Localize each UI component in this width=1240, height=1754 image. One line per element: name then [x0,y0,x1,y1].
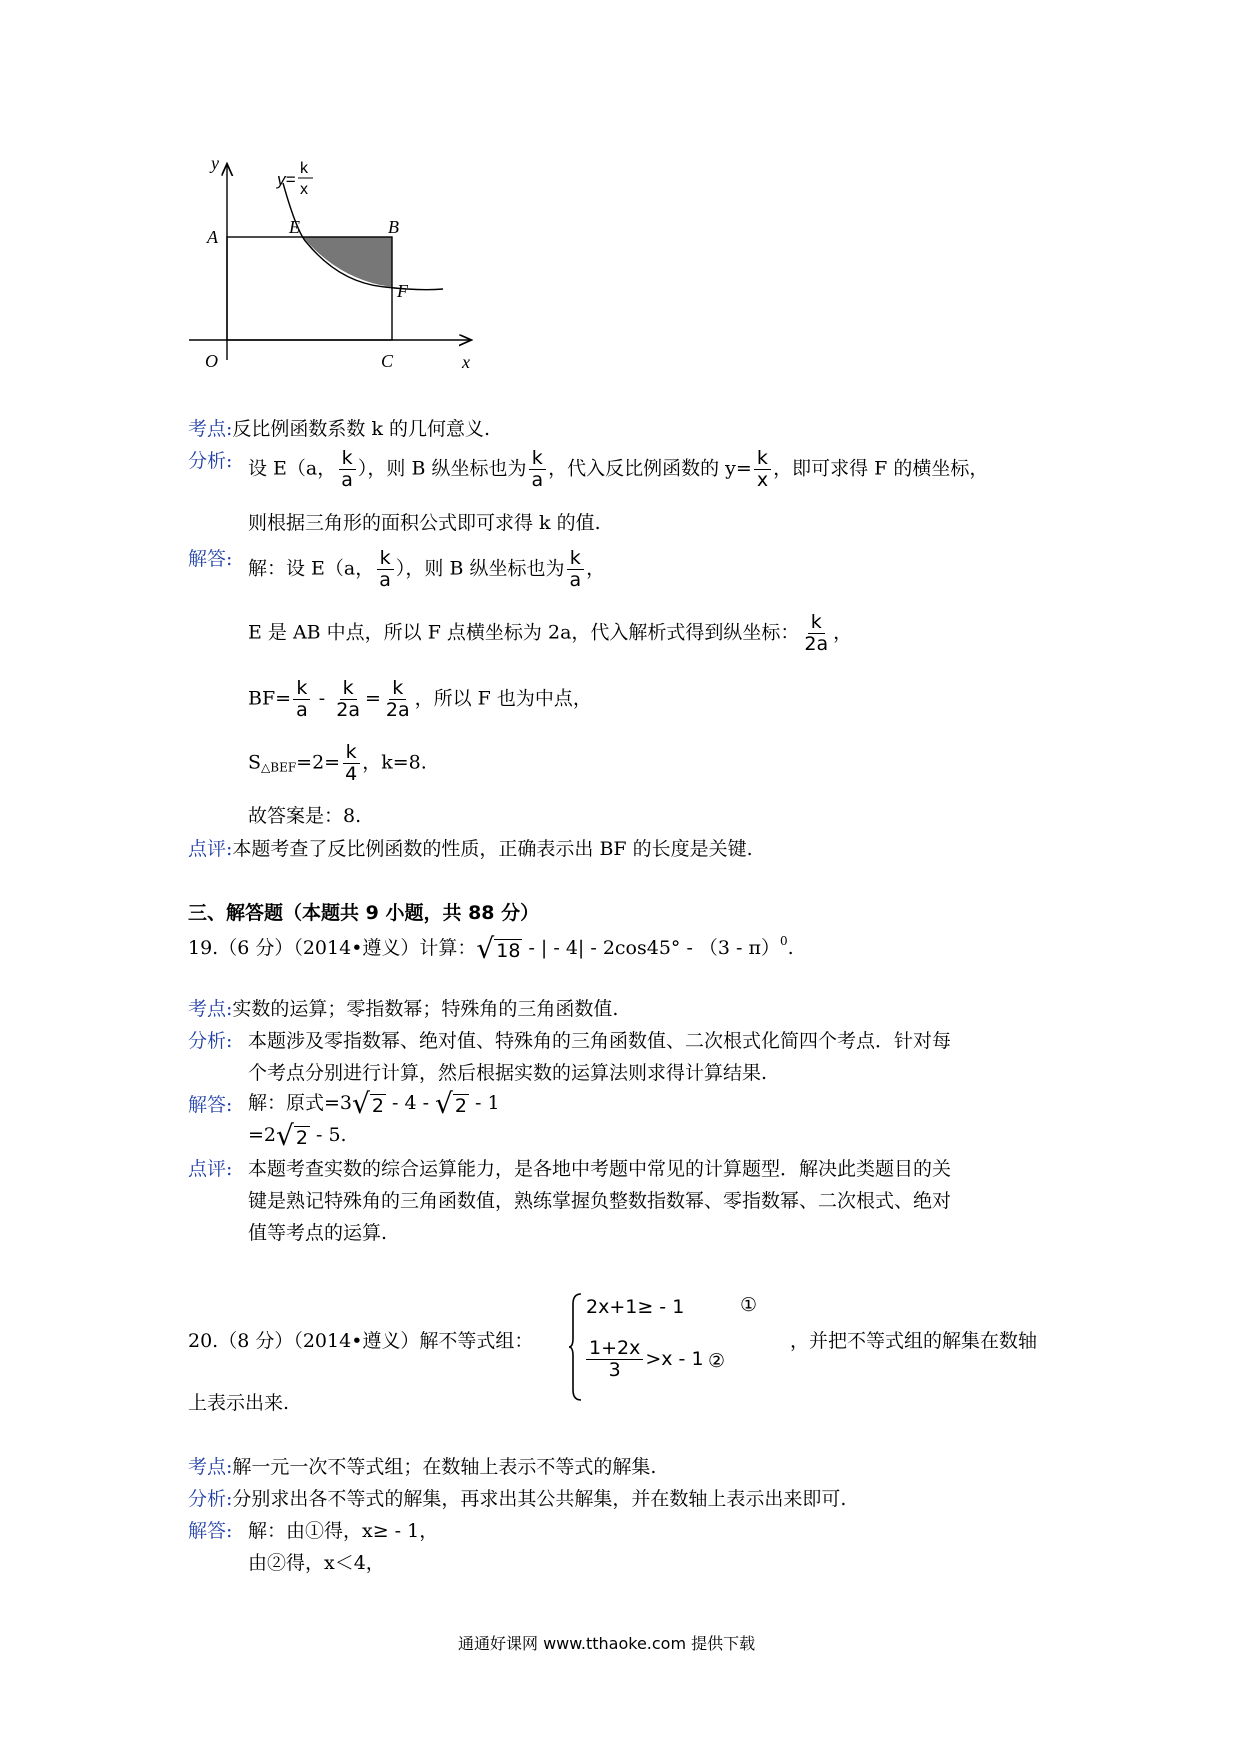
q20-jieda-line1: 解：由①得，x≥ - 1， [248,1520,439,1542]
curve-label-k: k [300,160,308,177]
point-C: C [381,351,394,370]
inequality-2: $\frac{1+2x}{3}$ >x - 1 [584,1338,704,1381]
q20-fenxi: 分析:分别求出各不等式的解集，再求出其公共解集，并在数轴上表示出来即可. [188,1488,847,1510]
q18-fenxi-line2: 则根据三角形的面积公式即可求得 k 的值. [248,512,601,534]
q20-stem-c: 上表示出来. [188,1392,290,1414]
kaodian-text: 反比例函数系数 k 的几何意义. [232,418,491,440]
fraction-k-over-x: $\frac{k}{x}$ [754,448,771,491]
fraction-k-over-2a: $\frac{k}{2a}$ [385,677,410,721]
fraction-k-over-a: $\frac{k}{a}$ [566,548,584,591]
q20-kaodian: 考点:解一元一次不等式组；在数轴上表示不等式的解集. [188,1456,657,1478]
q19-dianping-line2: 键是熟记特殊角的三角函数值，熟练掌握负整数指数幂、零指数幂、二次根式、绝对 [248,1190,952,1212]
q19-jieda-line2: =2 √ 2 - 5. [248,1119,347,1152]
sqrt-2: √ 2 [352,1087,384,1120]
sqrt-18: √ 18 [476,932,521,965]
q20-stem-a: 20.（8 分）（2014•遵义）解不等式组： [188,1330,534,1352]
fraction-k-over-2a: $\frac{k}{2a}$ [804,611,829,655]
point-F: F [397,281,408,301]
q18-dianping: 点评:本题考查了反比例函数的性质，正确表示出 BF 的长度是关键. [188,838,753,860]
q19-jieda-line1: 解：原式=3 √ 2 - 4 - √ 2 - 1 [248,1087,500,1120]
axis-y-label: y [211,155,219,173]
fraction-k-over-a: $\frac{k}{a}$ [376,548,394,591]
q18-jieda-line3: BF= $\frac{k}{a}$ - $\frac{k}{2a}$ = $\frac{k}{2a}$ ，所以 F 也为中点， [248,677,592,721]
marker-1: ① [740,1294,758,1316]
curve-label-x: x [300,181,308,198]
fraction-k-over-2a: $\frac{k}{2a}$ [336,677,360,721]
curve-label-y: y= [277,170,296,189]
point-E: E [289,217,300,237]
q19-dianping-label: 点评: [188,1158,233,1180]
q19-jieda-label: 解答: [188,1094,233,1116]
section-3-title: 三、解答题（本题共 9 小题，共 88 分） [188,902,540,924]
axis-x-label: x [462,352,470,370]
kaodian-label: 考点: [188,418,233,440]
q19-dianping-line3: 值等考点的运算. [248,1222,388,1244]
marker-2: ② [708,1350,726,1372]
q18-jieda-line2: E 是 AB 中点，所以 F 点横坐标为 2a，代入解析式得到纵坐标： $\frac{k}{2a}$ ， [248,611,853,655]
point-O: O [205,351,218,370]
q19-fenxi-line1: 本题涉及零指数幂、绝对值、特殊角的三角函数值、二次根式化简四个考点．针对每 [248,1030,952,1052]
q19-kaodian: 考点:实数的运算；零指数幂；特殊角的三角函数值. [188,998,619,1020]
q18-jieda-line5: 故答案是：8. [248,805,362,827]
q18-jieda-line1: 解：设 E（a， $\frac{k}{a}$ ），则 B 纵坐标也为 $\frac{k}{a}$ ， [248,547,606,591]
fraction-k-over-4: $\frac{k}{4}$ [342,742,360,785]
q18-fenxi-line1: 设 E（a， $\frac{k}{a}$ ），则 B 纵坐标也为 $\frac{k}{a}$ ，代入反比例函数的 y= $\frac{k}{x}$ ，即可求得 F 的横坐标， [248,447,989,491]
hyperbola-figure [185,155,485,370]
q19-fenxi-label: 分析: [188,1030,233,1052]
fraction-k-over-a: $\frac{k}{a}$ [293,678,311,721]
q19-stem: 19.（6 分）（2014•遵义）计算： √ 18 - | - 4| - 2cos45° - （3 - π）$^0$. [188,932,794,965]
q18-jieda-label: 解答: [188,548,233,570]
sqrt-2: √ 2 [435,1087,467,1120]
fraction-1plus2x-over-3: $\frac{1+2x}{3}$ [586,1338,643,1381]
q19-dianping-line1: 本题考查实数的综合运算能力，是各地中考题中常见的计算题型．解决此类题目的关 [248,1158,952,1180]
fraction-k-over-a: $\frac{k}{a}$ [338,448,356,491]
page-footer: 通通好课网 www.tthaoke.com 提供下载 [458,1634,756,1653]
inequality-1: 2x+1≥ - 1 [586,1296,685,1318]
left-brace [568,1292,582,1402]
sqrt-2: √ 2 [276,1119,308,1152]
q20-jieda-line2: 由②得，x＜4， [248,1552,385,1574]
point-B: B [388,217,399,237]
fraction-k-over-a: $\frac{k}{a}$ [528,448,546,491]
q18-fenxi-label: 分析: [188,450,233,472]
q19-fenxi-line2: 个考点分别进行计算，然后根据实数的运算法则求得计算结果. [248,1062,768,1084]
q18-kaodian [188,418,490,441]
q20-jieda-label: 解答: [188,1520,233,1542]
q18-jieda-line4: $S_{\triangle BEF}=2=$ $\frac{k}{4}$ ，k=8. [248,741,427,785]
shaded-region [303,237,392,287]
q20-stem-b: ，并把不等式组的解集在数轴 [790,1330,1038,1352]
point-A: A [207,227,218,247]
